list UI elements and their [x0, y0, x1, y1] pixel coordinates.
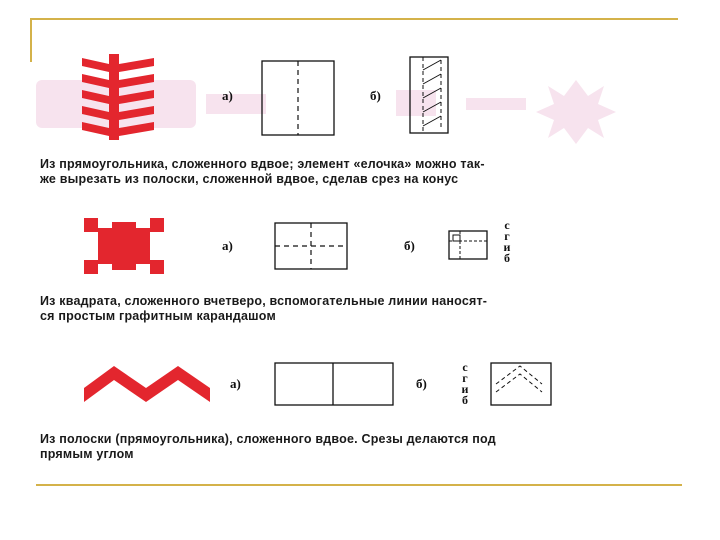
section3-label-b: б) — [416, 376, 427, 391]
section2-label-b: б) — [404, 238, 415, 253]
section3-label-a: а) — [230, 376, 241, 391]
cross-ornament-icon — [84, 218, 164, 274]
slide-frame-top-line — [30, 18, 678, 20]
section2-folded-square — [274, 222, 348, 270]
fold-letter: б — [504, 251, 510, 265]
section3-half-strip-with-cut — [490, 362, 552, 406]
section2-quarter-square — [448, 230, 488, 260]
section3-caption-line2: прямым углом — [40, 447, 134, 461]
fold-letter: г — [462, 371, 468, 385]
fold-letter: и — [503, 240, 511, 254]
section1-caption-line1: Из прямоугольника, сложенного вдвое; элемент «елочка» можно так- — [40, 157, 485, 171]
section3-caption-line1: Из полоски (прямоугольника), сложенного вдвое. Срезы делаются под — [40, 432, 496, 446]
fold-letter: с — [462, 360, 468, 374]
section2-caption — [40, 294, 680, 324]
fold-letter: с — [504, 218, 510, 232]
section3-caption — [40, 432, 680, 462]
section1-caption-line2: же вырезать из полоски, сложенной вдвое, сделав срез на конус — [40, 172, 459, 186]
section1-label-a: а) — [222, 88, 233, 103]
section1-folded-strip — [409, 56, 449, 134]
section3-folded-strip — [274, 362, 394, 406]
fold-letter: б — [462, 393, 468, 407]
fold-letter: и — [461, 382, 469, 396]
section3-fold-label — [460, 362, 470, 406]
section1-caption — [40, 157, 680, 187]
section2-label-a: а) — [222, 238, 233, 253]
section1-label-b: б) — [370, 88, 381, 103]
section2-fold-label — [502, 220, 512, 264]
zigzag-ornament-icon — [84, 362, 210, 404]
slide-frame-left-line — [30, 18, 32, 62]
section2-caption-line1: Из квадрата, сложенного вчетверо, вспомогательные линии наносят- — [40, 294, 488, 308]
slide-frame-bottom-line — [36, 484, 682, 486]
fold-letter: г — [504, 229, 510, 243]
herringbone-ornament-icon — [82, 54, 156, 140]
section1-folded-rectangle — [261, 60, 335, 136]
section2-caption-line2: ся простым графитным карандашом — [40, 309, 276, 323]
